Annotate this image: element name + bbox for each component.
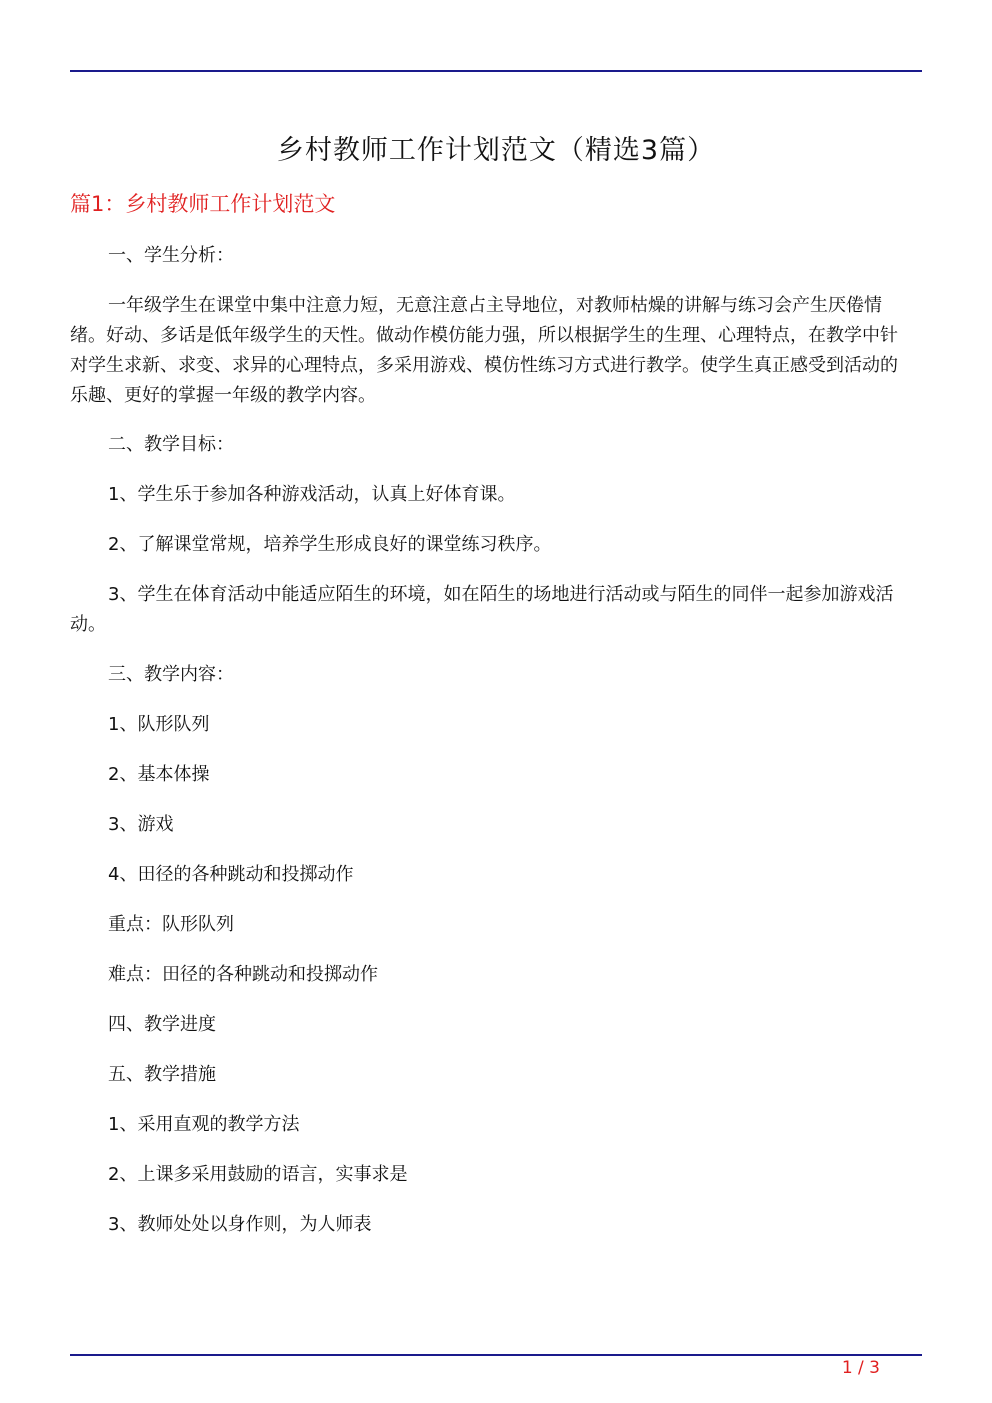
paragraph-content-4: 4、田径的各种跳动和投掷动作	[108, 864, 354, 885]
document-title: 乡村教师工作计划范文（精选3篇）	[276, 135, 716, 166]
paragraph-measure-2: 2、上课多采用鼓励的语言，实事求是	[108, 1164, 408, 1185]
paragraph-content-2: 2、基本体操	[108, 764, 210, 785]
paragraph-student-analysis: 一年级学生在课堂中集中注意力短，无意注意占主导地位，对教师枯燥的讲解与练习会产生厌倦情绪。好动、多话是低年级学生的天性。做动作模仿能力强，所以根据学生的生理、心理特点，在教学中针对学生求新、求变、求异的心理特点，多采用游戏、模仿性练习方式进行教学。使学生真正感受到活动的乐趣、更好的掌握一年级的教学内容。	[70, 295, 898, 406]
paragraph-goal-1: 1、学生乐于参加各种游戏活动，认真上好体育课。	[108, 484, 516, 505]
paragraph-measure-3: 3、教师处处以身作则，为人师表	[108, 1214, 372, 1235]
header-rule	[70, 70, 922, 72]
paragraph-teaching-measures: 五、教学措施	[108, 1064, 216, 1085]
footer-rule	[70, 1354, 922, 1356]
paragraph-goal-2: 2、了解课堂常规，培养学生形成良好的课堂练习秩序。	[108, 534, 552, 555]
paragraph-teaching-content-heading: 三、教学内容：	[108, 664, 234, 685]
paragraph-measure-1: 1、采用直观的教学方法	[108, 1114, 300, 1135]
paragraph-key-point: 重点：队形队列	[108, 914, 234, 935]
paragraph-teaching-goals-heading: 二、教学目标：	[108, 434, 234, 455]
paragraph-teaching-progress: 四、教学进度	[108, 1014, 216, 1035]
paragraph-content-3: 3、游戏	[108, 814, 174, 835]
paragraph-difficulty: 难点：田径的各种跳动和投掷动作	[108, 964, 378, 985]
paragraph-student-analysis-heading: 一、学生分析：	[108, 245, 234, 266]
page-number: 1 / 3	[841, 1358, 880, 1378]
paragraph-goal-3: 3、学生在体育活动中能适应陌生的环境，如在陌生的场地进行活动或与陌生的同伴一起参加游戏活动。	[70, 584, 894, 635]
paragraph-content-1: 1、队形队列	[108, 714, 210, 735]
section-heading: 篇1：乡村教师工作计划范文	[70, 192, 336, 216]
